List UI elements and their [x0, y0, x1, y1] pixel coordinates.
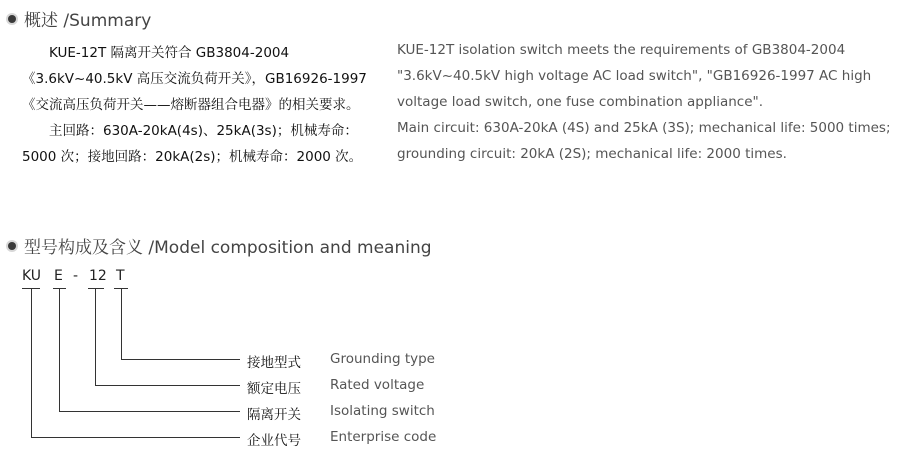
item-cn-grounding-type: 接地型式	[247, 355, 301, 371]
code-part-e: E	[54, 268, 63, 284]
connector-line-e	[59, 288, 60, 412]
summary-en-paragraph-2: Main circuit: 630A-20kA (4S) and 25kA (3S); mechanical life: 5000 times; grounding circuit: 20kA (2S); mechanical life: 2000 times.	[397, 120, 891, 162]
connector-line-12	[95, 288, 96, 386]
code-part-12: 12	[89, 268, 107, 284]
model-heading-row	[8, 233, 432, 258]
bullet-icon	[8, 242, 16, 250]
model-heading: 型号构成及含义 /Model composition and meaning	[24, 238, 432, 258]
code-underline	[88, 288, 104, 289]
summary-heading-row	[8, 6, 151, 31]
bullet-icon	[8, 15, 16, 23]
summary-cn-text	[22, 40, 382, 170]
connector-line-t	[121, 359, 240, 360]
connector-line-e	[59, 411, 240, 412]
summary-en-paragraph-1: KUE-12T isolation switch meets the requirements of GB3804-2004 "3.6kV~40.5kV high voltage AC load switch", "GB16926-1997 AC high voltage load switch, one fuse combination appliance".	[397, 42, 872, 110]
code-part-t: T	[116, 268, 125, 284]
item-cn-isolating-switch: 隔离开关	[247, 407, 301, 423]
item-en-rated-voltage: Rated voltage	[330, 377, 425, 393]
connector-line-t	[121, 288, 122, 360]
summary-heading: 概述 /Summary	[24, 11, 152, 31]
code-part-dash: -	[73, 268, 79, 284]
item-en-isolating-switch: Isolating switch	[330, 403, 435, 419]
item-cn-rated-voltage: 额定电压	[247, 381, 301, 397]
connector-line-ku	[31, 437, 240, 438]
summary-en-text	[397, 37, 897, 167]
summary-cn-paragraph-2: 主回路：630A-20kA(4s)、25kA(3s)；机械寿命：5000 次；接地回路：20kA(2s)；机械寿命：2000 次。	[22, 123, 363, 165]
code-part-ku: KU	[22, 268, 42, 284]
item-en-grounding-type: Grounding type	[330, 351, 435, 367]
item-cn-enterprise-code: 企业代号	[247, 433, 301, 449]
connector-line-ku	[31, 288, 32, 438]
item-en-enterprise-code: Enterprise code	[330, 429, 437, 445]
summary-cn-paragraph-1: KUE-12T 隔离开关符合 GB3804-2004《3.6kV~40.5kV 高压交流负荷开关》，GB16926-1997《交流高压负荷开关——熔断器组合电器》的相关要求。	[22, 45, 367, 113]
connector-line-12	[95, 385, 240, 386]
